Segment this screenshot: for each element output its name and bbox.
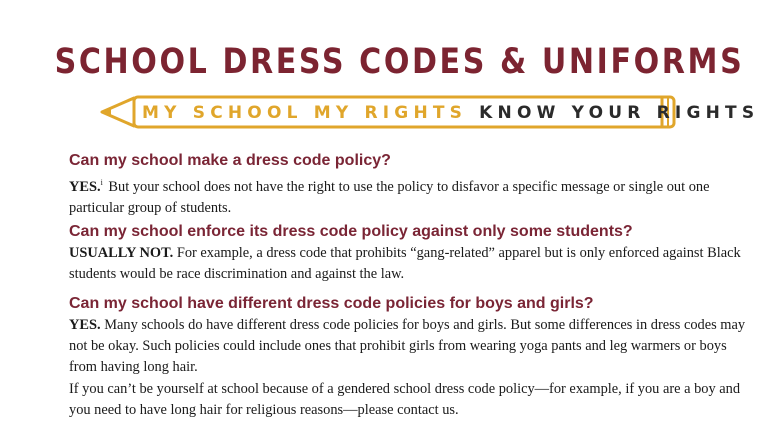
faq-answer-lead: YES.: [69, 179, 101, 195]
faq-answer-text: Many schools do have different dress code policies for boys and girls. But some differences in dress codes may not be okay. Such policies could include ones that prohibit girls from wearing yoga pants and leg warmers or boys from having long hair.: [69, 317, 746, 375]
pencil-banner: [142, 95, 760, 131]
faq-answer-lead: YES.: [69, 317, 101, 333]
faq-answer-1: [69, 172, 749, 219]
banner-know-your-rights: KNOW YOUR RIGHTS: [479, 103, 760, 123]
faq-answer-3: [69, 315, 749, 378]
footnote-marker: i: [100, 178, 103, 187]
faq-item-3: [69, 294, 749, 378]
faq-answer-text: For example, a dress code that prohibits “gang-related” apparel but is only enforced against Black students would be race discrimination and against the law.: [69, 245, 741, 282]
faq-question-3: Can my school have different dress code policies for boys and girls?: [69, 295, 594, 312]
banner-my-school-my-rights: MY SCHOOL MY RIGHTS: [142, 103, 468, 123]
faq-question-2: Can my school enforce its dress code policy against only some students?: [69, 223, 633, 240]
faq-answer-text: But your school does not have the right to use the policy to disfavor a specific message or single out one particular group of students.: [69, 179, 710, 216]
closing-paragraph: If you can’t be yourself at school because of a gendered school dress code policy—for example, if you are a boy and you need to have long hair for religious reasons—please contact us.: [69, 381, 741, 418]
closing-section: [69, 379, 749, 421]
faq-item-1: [69, 151, 749, 219]
faq-question-1: Can my school make a dress code policy?: [69, 152, 391, 169]
page-title: SCHOOL DRESS CODES & UNIFORMS: [54, 42, 745, 82]
faq-item-2: [69, 222, 749, 285]
faq-answer-2: [69, 243, 749, 285]
faq-answer-lead: USUALLY NOT.: [69, 245, 174, 261]
